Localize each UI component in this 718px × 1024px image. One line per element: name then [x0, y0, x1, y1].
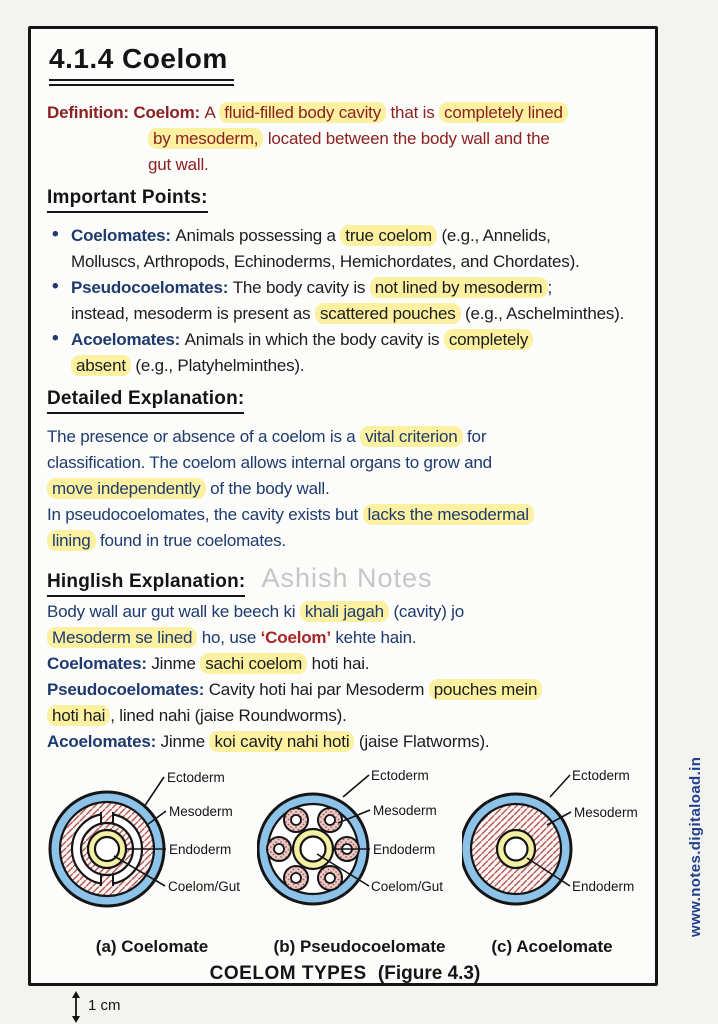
label-coelom-gut: Coelom/Gut [371, 879, 444, 894]
text-segment: vital criterion [360, 426, 462, 447]
text-segment: ‘Coelom’ [260, 628, 331, 647]
label-mesoderm: Mesoderm [169, 804, 233, 819]
text-segment: Jinme [151, 654, 201, 673]
scale-label: 1 cm [88, 996, 121, 1014]
text-segment: khali jagah [300, 601, 389, 622]
leader-line [144, 777, 164, 807]
text-segment: by mesoderm, [148, 128, 263, 149]
text-segment: gut wall. [148, 155, 209, 174]
text-line [47, 651, 643, 677]
section-heading-row [47, 187, 643, 217]
section-heading: Important Points: [47, 187, 208, 213]
diagram-caption-a: (a) Coelomate [95, 937, 209, 956]
text-segment: fluid-filled body cavity [219, 102, 386, 123]
label-ectoderm: Ectoderm [167, 770, 225, 785]
text-segment: (cavity) jo [388, 602, 465, 621]
text-segment: Body wall aur gut wall ke beech ki [47, 602, 300, 621]
text-segment: not lined by mesoderm [370, 277, 548, 298]
text-segment: koi cavity nahi hoti [209, 731, 354, 752]
text-segment: Acoelomates: [47, 732, 161, 751]
diagram-caption-b: (b) Pseudocoelomate [273, 937, 446, 956]
diagram-pseudocoelomate [257, 763, 462, 957]
text-segment: move independently [47, 478, 206, 499]
diagram-caption-c: (c) Acoelomate [491, 937, 613, 956]
text-line [47, 476, 643, 502]
leader-line [550, 775, 570, 797]
text-segment: scattered pouches [315, 303, 461, 324]
text-segment: lining [47, 530, 96, 551]
page-title: 4.1.4 Coelom [49, 43, 234, 86]
text-segment: completely [444, 329, 533, 350]
section-heading: Hinglish Explanation: [47, 571, 245, 597]
bullet-icon: • [52, 224, 59, 245]
text-segment: Molluscs, Arthropods, Echinoderms, Hemichordates, and Chordates). [71, 252, 580, 271]
pseudocoelomate-diagram-svg [257, 763, 462, 931]
text-segment: that is [386, 103, 440, 122]
bullet-icon: • [52, 276, 59, 297]
notes-content [47, 100, 643, 755]
text-segment: In pseudocoelomates, the cavity exists but [47, 505, 363, 524]
section-heading-row [47, 563, 643, 593]
text-segment: Cavity hoti hai par Mesoderm [208, 680, 429, 699]
label-mesoderm: Mesoderm [373, 803, 437, 818]
title-row [49, 43, 643, 86]
text-segment: Animals in which the body cavity is [184, 330, 444, 349]
text-segment: Pseudocoelomates: [71, 278, 233, 297]
text-segment: absent [71, 355, 131, 376]
website-watermark: www.notes.digitaload.in [687, 756, 704, 937]
acoelomate-diagram-svg [462, 763, 642, 931]
text-line [47, 502, 643, 528]
text-line [47, 703, 643, 729]
label-ectoderm: Ectoderm [371, 768, 429, 783]
text-segment: pouches mein [429, 679, 542, 700]
scale-indicator [68, 991, 121, 1023]
section-heading-row [47, 388, 643, 418]
diagrams-row [47, 763, 643, 957]
text-segment: Coelom: [133, 103, 205, 122]
text-line [47, 599, 643, 625]
text-segment: Mesoderm se lined [47, 627, 197, 648]
text-line [47, 625, 643, 651]
label-endoderm: Endoderm [169, 842, 232, 857]
text-line [47, 353, 643, 379]
text-segment: Coelomates: [71, 226, 176, 245]
text-segment: hoti hai. [307, 654, 370, 673]
scale-arrow-icon [68, 991, 84, 1023]
text-line [47, 126, 643, 152]
text-segment: The presence or absence of a coelom is a [47, 427, 361, 446]
text-segment: Animals possessing a [175, 226, 341, 245]
text-segment: of the body wall. [205, 479, 330, 498]
leader-line [343, 775, 369, 797]
text-line [47, 677, 643, 703]
text-segment: ; [547, 278, 553, 297]
label-endoderm: Endoderm [373, 842, 436, 857]
text-line [47, 249, 643, 275]
text-segment: (e.g., Aschelminthes). [460, 304, 625, 323]
text-segment: (e.g., Platyhelminthes). [130, 356, 305, 375]
text-line [47, 100, 643, 126]
text-segment: true coelom [340, 225, 437, 246]
diagram-acoelomate [462, 763, 642, 957]
text-segment: Jinme [160, 732, 210, 751]
text-segment: for [462, 427, 487, 446]
text-segment: The body cavity is [232, 278, 370, 297]
text-segment: sachi coelom [200, 653, 307, 674]
coelomate-diagram-svg [47, 763, 257, 931]
figure-caption-title: COELOM TYPES [210, 963, 367, 986]
text-segment: (jaise Flatworms). [354, 732, 490, 751]
text-segment: located between the body wall and the [263, 129, 550, 148]
gut-lumen [505, 838, 528, 861]
text-segment: , lined nahi (jaise Roundworms). [110, 706, 347, 725]
figure-coelom-types [47, 763, 643, 985]
text-line [47, 223, 643, 249]
ashish-notes-watermark: Ashish Notes [261, 563, 433, 593]
text-segment: Acoelomates: [71, 330, 185, 349]
text-line [47, 152, 643, 178]
text-segment: Coelomates: [47, 654, 152, 673]
text-segment: Pseudocoelomates: [47, 680, 209, 699]
label-mesoderm: Mesoderm [574, 805, 638, 820]
text-line [47, 424, 643, 450]
text-segment: ho, use [197, 628, 261, 647]
text-line [47, 528, 643, 554]
text-segment: Definition: [47, 103, 134, 122]
text-segment: completely lined [439, 102, 568, 123]
text-line [47, 327, 643, 353]
text-segment: kehte hain. [330, 628, 417, 647]
text-segment: (e.g., Annelids, [436, 226, 551, 245]
text-line [47, 301, 643, 327]
diagram-coelomate [47, 763, 257, 957]
text-segment: lacks the mesodermal [363, 504, 534, 525]
text-line [47, 275, 643, 301]
label-endoderm: Endoderm [572, 879, 635, 894]
page-frame [28, 26, 658, 986]
section-heading: Detailed Explanation: [47, 388, 244, 414]
label-ectoderm: Ectoderm [572, 768, 630, 783]
text-segment: found in true coelomates. [95, 531, 286, 550]
figure-caption [47, 963, 643, 985]
figure-caption-number: (Figure 4.3) [377, 963, 481, 984]
text-line [47, 450, 643, 476]
text-line [47, 729, 643, 755]
text-segment: classification. The coelom allows internal organs to grow and [47, 453, 492, 472]
text-segment: hoti hai [47, 705, 110, 726]
bullet-icon: • [52, 328, 59, 349]
label-coelom-gut: Coelom/Gut [168, 879, 241, 894]
text-segment: A [204, 103, 220, 122]
text-segment: instead, mesoderm is present as [71, 304, 315, 323]
